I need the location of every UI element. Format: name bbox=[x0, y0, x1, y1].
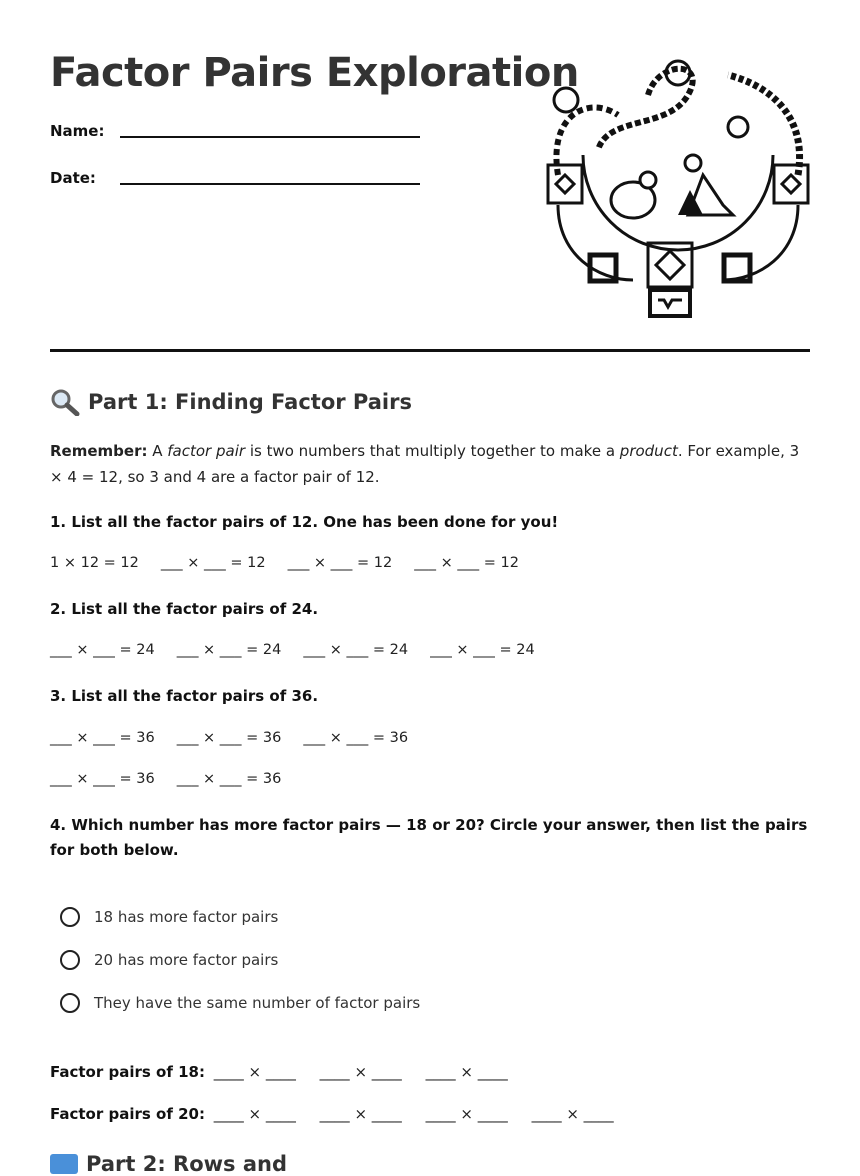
remember-italic-1: factor pair bbox=[167, 442, 246, 460]
radio-circle[interactable] bbox=[60, 950, 80, 970]
q4-option-20[interactable] bbox=[60, 950, 278, 970]
q3-answers-row2 bbox=[50, 771, 281, 787]
remember-text-1: A bbox=[147, 442, 168, 460]
q2-answer[interactable]: ___ × ___ = 24 bbox=[303, 642, 409, 658]
date-label: Date: bbox=[50, 169, 96, 187]
square-icon bbox=[50, 1154, 78, 1174]
q3-answer[interactable]: ___ × ___ = 36 bbox=[303, 730, 409, 746]
part2-heading bbox=[50, 1152, 287, 1176]
date-field[interactable] bbox=[50, 169, 96, 187]
remember-italic-2: product bbox=[619, 442, 678, 460]
q3-answer[interactable]: ___ × ___ = 36 bbox=[176, 730, 282, 746]
q4-option-18[interactable] bbox=[60, 907, 278, 927]
q1-answers bbox=[50, 555, 519, 571]
q4-option-label: They have the same number of factor pairs bbox=[94, 994, 421, 1012]
q1-answer[interactable]: ___ × ___ = 12 bbox=[160, 555, 266, 571]
fp18-label: Factor pairs of 18: bbox=[50, 1063, 205, 1081]
factor-pairs-20[interactable] bbox=[50, 1105, 614, 1123]
q3-answer[interactable]: ___ × ___ = 36 bbox=[176, 771, 282, 787]
factor-pairs-18[interactable] bbox=[50, 1063, 508, 1081]
q3-answer[interactable]: ___ × ___ = 36 bbox=[50, 730, 155, 746]
q1-answer[interactable]: ___ × ___ = 12 bbox=[414, 555, 519, 571]
header-divider bbox=[50, 349, 810, 352]
q2-answer[interactable]: ___ × ___ = 24 bbox=[176, 642, 282, 658]
remember-text-2: is two numbers that multiply together to make a bbox=[245, 442, 620, 460]
remember-note bbox=[50, 438, 810, 490]
fp20-label: Factor pairs of 20: bbox=[50, 1105, 205, 1123]
q1-answer[interactable]: ___ × ___ = 12 bbox=[287, 555, 393, 571]
date-line[interactable] bbox=[120, 183, 420, 185]
part1-heading-text: Part 1: Finding Factor Pairs bbox=[88, 390, 412, 414]
question-1: 1. List all the factor pairs of 12. One has been done for you! bbox=[50, 513, 559, 531]
radio-circle[interactable] bbox=[60, 907, 80, 927]
remember-label: Remember: bbox=[50, 442, 148, 460]
part2-heading-text: Part 2: Rows and bbox=[86, 1152, 287, 1176]
fp20-blanks[interactable]: ____ × ____ ____ × ____ ____ × ____ ____ × ____ bbox=[213, 1105, 614, 1123]
question-3: 3. List all the factor pairs of 36. bbox=[50, 687, 319, 705]
q3-answers-row1 bbox=[50, 730, 408, 746]
q2-answers bbox=[50, 642, 535, 658]
q2-answer[interactable]: ___ × ___ = 24 bbox=[50, 642, 155, 658]
question-2: 2. List all the factor pairs of 24. bbox=[50, 600, 319, 618]
part1-heading bbox=[50, 388, 412, 416]
q4-option-label: 18 has more factor pairs bbox=[94, 908, 279, 926]
question-4: 4. Which number has more factor pairs — 18 or 20? Circle your answer, then list the pairs for both below. bbox=[50, 816, 808, 859]
q4-option-label: 20 has more factor pairs bbox=[94, 951, 279, 969]
q4-option-same[interactable] bbox=[60, 993, 420, 1013]
q3-answer[interactable]: ___ × ___ = 36 bbox=[50, 771, 155, 787]
remember-text-3: . For example, 3 × 4 = 12, so 3 and 4 are a factor pair of 12. bbox=[50, 442, 800, 486]
page-title: Factor Pairs Exploration bbox=[50, 50, 579, 96]
name-label: Name: bbox=[50, 122, 105, 140]
q1-answer: 1 × 12 = 12 bbox=[50, 555, 139, 571]
fp18-blanks[interactable]: ____ × ____ ____ × ____ ____ × ____ bbox=[213, 1063, 508, 1081]
logo-emblem bbox=[538, 55, 818, 325]
name-line[interactable] bbox=[120, 136, 420, 138]
magnifier-icon bbox=[50, 388, 80, 416]
radio-circle[interactable] bbox=[60, 993, 80, 1013]
name-field[interactable] bbox=[50, 122, 104, 140]
q2-answer[interactable]: ___ × ___ = 24 bbox=[430, 642, 535, 658]
